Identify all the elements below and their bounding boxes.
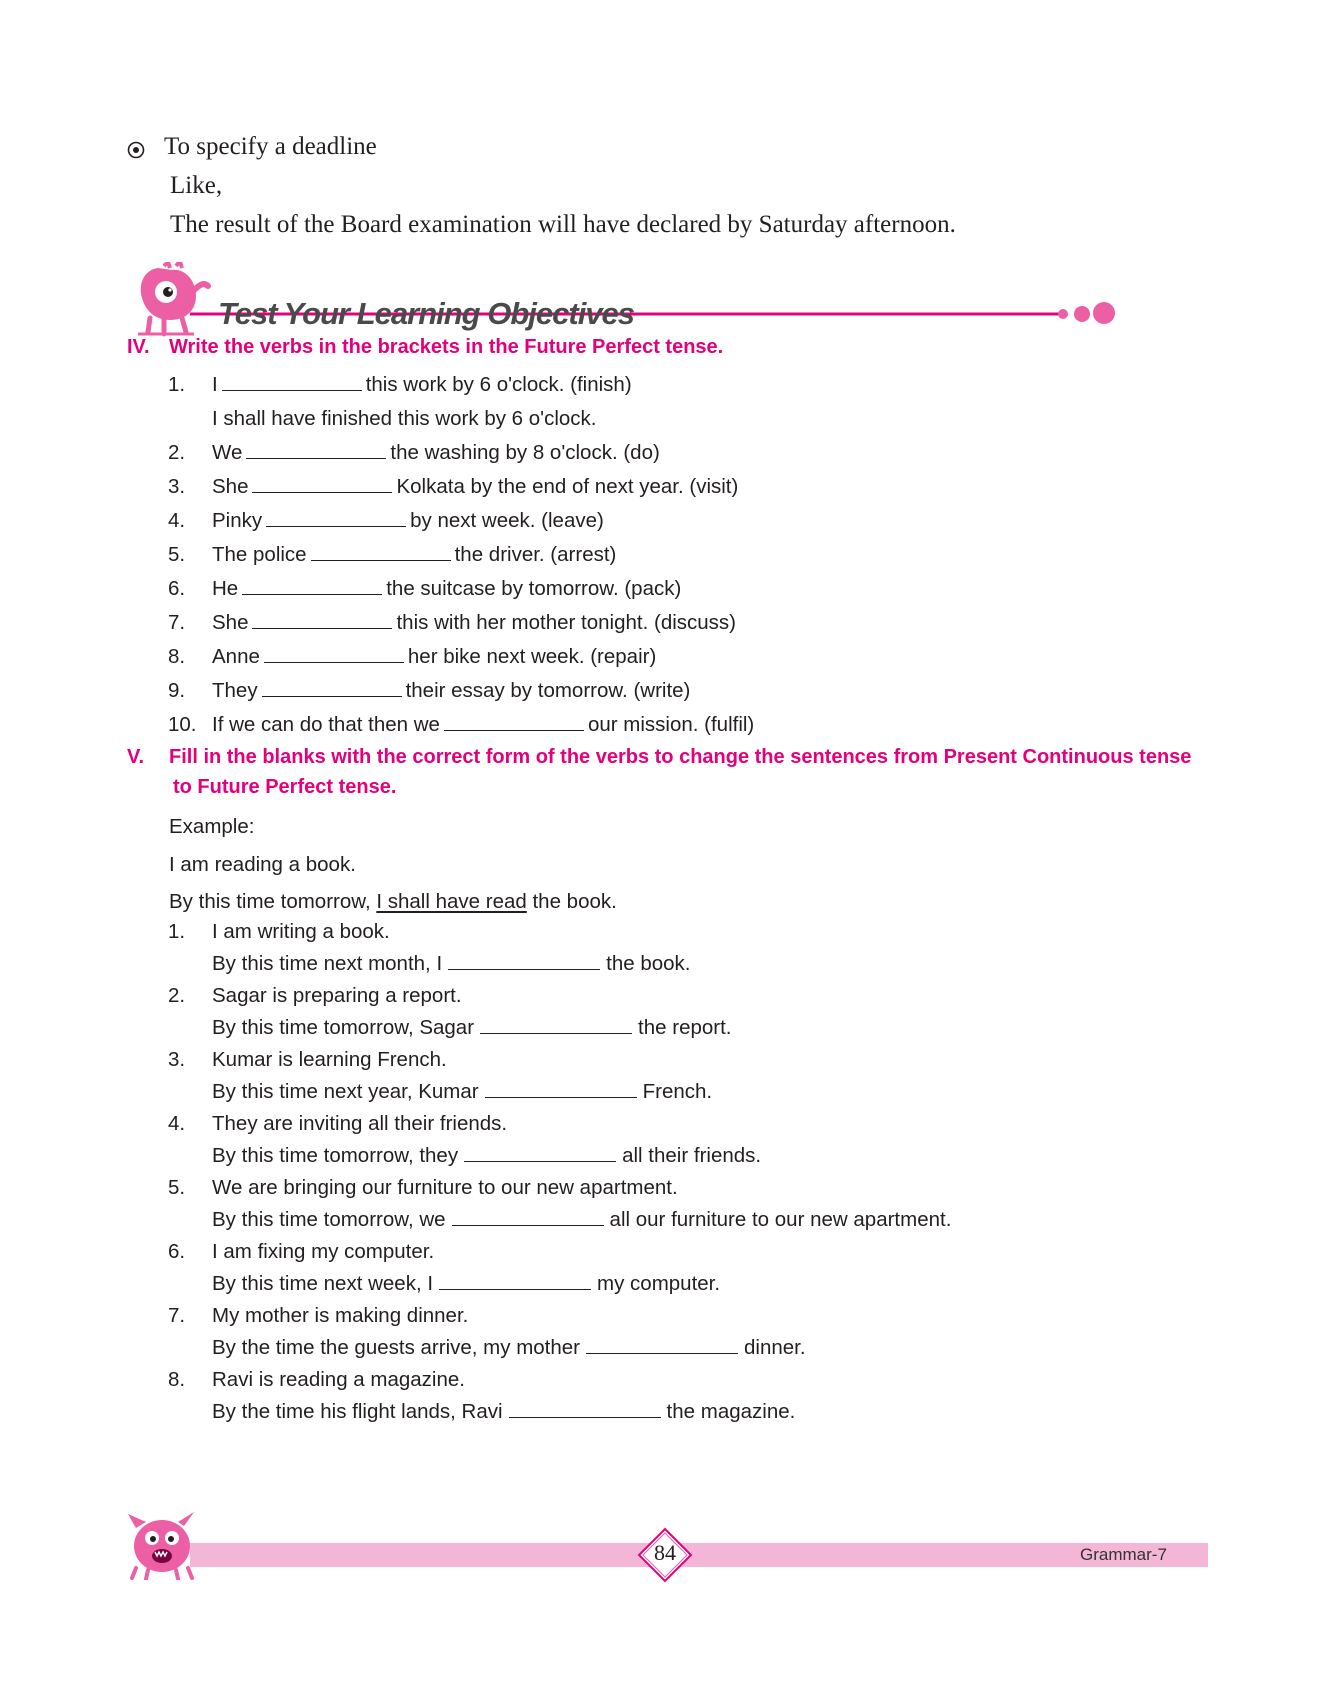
iv-item-7-number: 7. (168, 611, 186, 634)
exercise-v-instruction-line2: to Future Perfect tense. (173, 776, 397, 798)
exercise-v-label: V. (127, 746, 145, 768)
answer-blank[interactable] (246, 440, 386, 459)
intro-like: Like, (170, 172, 223, 199)
iv-item-7: She this with her mother tonight. (discuss) (212, 611, 737, 634)
answer-blank[interactable] (480, 1015, 632, 1034)
answer-blank[interactable] (262, 678, 402, 697)
example-answer-line: By this time tomorrow, I shall have read the book. (169, 890, 617, 913)
iv-item-2: We the washing by 8 o'clock. (do) (212, 441, 660, 464)
iv-item-1: I this work by 6 o'clock. (finish) (212, 373, 632, 396)
answer-blank[interactable] (222, 372, 362, 391)
v-item-6-number: 6. (168, 1240, 186, 1263)
v-item-2-number: 2. (168, 984, 186, 1007)
v-item-6-sentence: I am fixing my computer. (212, 1240, 435, 1263)
iv-item-5: The police the driver. (arrest) (212, 543, 617, 566)
v-item-6-prompt: By this time next week, I my computer. (212, 1272, 721, 1295)
iv-item-1-answer: I shall have finished this work by 6 o'clock. (212, 407, 597, 430)
answer-blank[interactable] (252, 610, 392, 629)
iv-item-10: If we can do that then we our mission. (fulfil) (212, 713, 755, 736)
iv-item-9: They their essay by tomorrow. (write) (212, 679, 691, 702)
answer-blank[interactable] (444, 712, 584, 731)
answer-blank[interactable] (252, 474, 392, 493)
v-item-8-sentence: Ravi is reading a magazine. (212, 1368, 465, 1391)
answer-blank[interactable] (266, 508, 406, 527)
iv-item-9-number: 9. (168, 679, 186, 702)
v-item-4-number: 4. (168, 1112, 186, 1135)
exercise-v-instruction-line1: Fill in the blanks with the correct form of the verbs to change the sentences from Present Continuous tense (169, 746, 1192, 768)
iv-item-3-number: 3. (168, 475, 186, 498)
iv-item-10-number: 10. (168, 713, 197, 736)
iv-item-5-number: 5. (168, 543, 186, 566)
v-item-2-sentence: Sagar is preparing a report. (212, 984, 462, 1007)
page-number: 84 (654, 1540, 676, 1565)
answer-blank[interactable] (464, 1143, 616, 1162)
answer-blank[interactable] (452, 1207, 604, 1226)
v-item-7-number: 7. (168, 1304, 186, 1327)
answer-blank[interactable] (439, 1271, 591, 1290)
example-sentence: I am reading a book. (169, 853, 356, 876)
v-item-1-number: 1. (168, 920, 186, 943)
answer-blank[interactable] (242, 576, 382, 595)
section-title: Test Your Learning Objectives (218, 296, 635, 331)
v-item-4-prompt: By this time tomorrow, they all their friends. (212, 1144, 762, 1167)
v-item-1-sentence: I am writing a book. (212, 920, 390, 943)
v-item-8-number: 8. (168, 1368, 186, 1391)
answer-blank[interactable] (485, 1079, 637, 1098)
iv-item-6-number: 6. (168, 577, 186, 600)
circled-dot-bullet-icon (127, 141, 145, 159)
v-item-5-number: 5. (168, 1176, 186, 1199)
answer-blank[interactable] (311, 542, 451, 561)
iv-item-4: Pinky by next week. (leave) (212, 509, 604, 532)
iv-item-6: He the suitcase by tomorrow. (pack) (212, 577, 682, 600)
iv-item-3: She Kolkata by the end of next year. (visit) (212, 475, 739, 498)
v-item-3-prompt: By this time next year, Kumar French. (212, 1080, 713, 1103)
example-label: Example: (169, 815, 255, 838)
monster-footer-icon (122, 1508, 200, 1580)
v-item-3-number: 3. (168, 1048, 186, 1071)
book-title: Grammar-7 (1080, 1545, 1167, 1564)
v-item-5-sentence: We are bringing our furniture to our new apartment. (212, 1176, 678, 1199)
answer-blank[interactable] (509, 1399, 661, 1418)
v-item-8-prompt: By the time his flight lands, Ravi the magazine. (212, 1400, 796, 1423)
iv-item-8-number: 8. (168, 645, 186, 668)
v-item-7-prompt: By the time the guests arrive, my mother dinner. (212, 1336, 806, 1359)
v-item-2-prompt: By this time tomorrow, Sagar the report. (212, 1016, 732, 1039)
answer-blank[interactable] (264, 644, 404, 663)
iv-item-8: Anne her bike next week. (repair) (212, 645, 657, 668)
example-answer: I shall have read (376, 890, 527, 913)
monster-mascot-icon (138, 262, 208, 334)
iv-item-2-number: 2. (168, 441, 186, 464)
v-item-5-prompt: By this time tomorrow, we all our furniture to our new apartment. (212, 1208, 952, 1231)
iv-item-1-number: 1. (168, 373, 186, 396)
intro-example: The result of the Board examination will have declared by Saturday afternoon. (170, 211, 956, 238)
v-item-3-sentence: Kumar is learning French. (212, 1048, 447, 1071)
exercise-iv-instruction: Write the verbs in the brackets in the Future Perfect tense. (169, 336, 724, 358)
footer-bar (190, 1543, 1208, 1567)
v-item-7-sentence: My mother is making dinner. (212, 1304, 469, 1327)
answer-blank[interactable] (448, 951, 600, 970)
v-item-1-prompt: By this time next month, I the book. (212, 952, 691, 975)
iv-item-4-number: 4. (168, 509, 186, 532)
intro-bullet-text: To specify a deadline (164, 133, 377, 160)
v-item-4-sentence: They are inviting all their friends. (212, 1112, 508, 1135)
answer-blank[interactable] (586, 1335, 738, 1354)
exercise-iv-label: IV. (127, 336, 150, 358)
